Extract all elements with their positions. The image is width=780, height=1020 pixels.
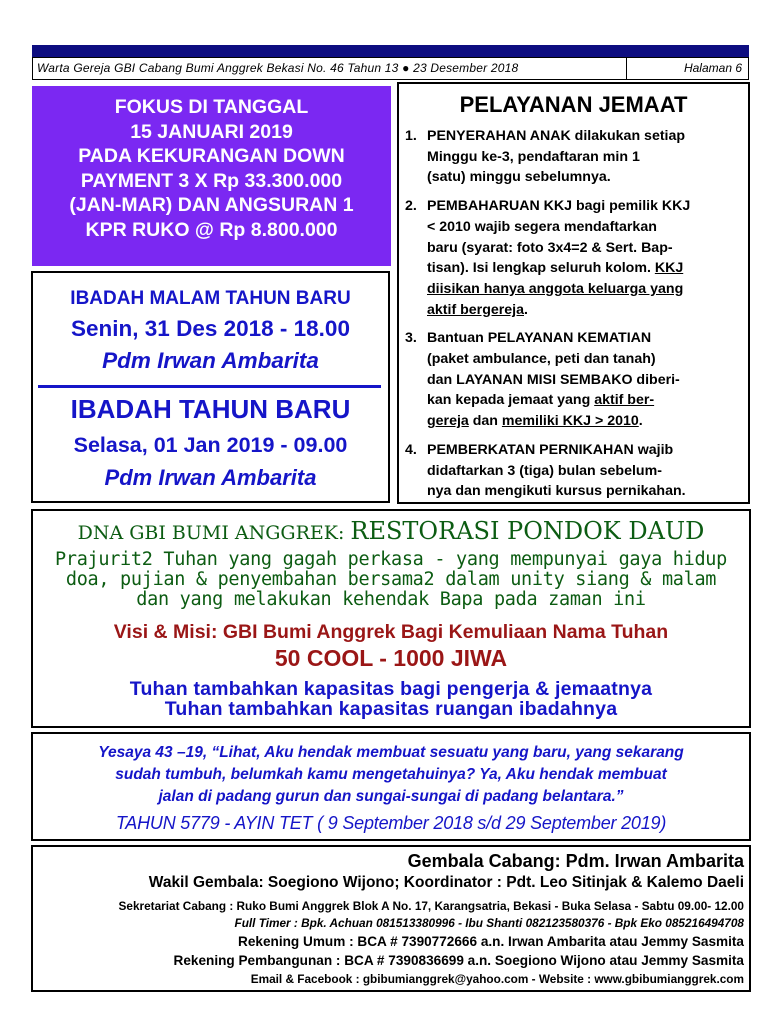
item-text: kan kepada jemaat yang [427,392,595,409]
contact-info: Email & Facebook : gbibumianggrek@yahoo.com - Website : www.gbibumianggrek.com [250,972,744,986]
prayer-line: Tuhan tambahkan kapasitas bagi pengerja & jemaatnya [129,678,653,700]
fokus-line: 15 JANUARI 2019 [130,120,293,143]
item-line: PEMBAHARUAN KKJ bagi pemilik KKJ [427,198,691,215]
ibadah-divider [38,385,381,388]
fokus-line: KPR RUKO @ Rp 8.800.000 [85,218,338,241]
item-text: dan [468,413,502,430]
page-header [32,57,749,80]
item-number: 1. [405,128,417,144]
item-line: diisikan hanya anggota keluarga yang [427,280,684,297]
list-item [405,440,745,502]
fokus-box [32,86,391,266]
prayer-line: Tuhan tambahkan kapasitas ruangan ibadahnya [164,698,618,720]
wakil-gembala: Wakil Gembala: Soegiono Wijono; Koordinator : Pdt. Leo Sitinjak & Kalemo Daeli [148,874,744,891]
verse-line: sudah tumbuh, belumkah kamu mengetahuinya? Ya, Aku hendak membuat [115,766,667,783]
item-number: 3. [405,330,417,347]
item-line: Bantuan PELAYANAN KEMATIAN [427,330,652,347]
sekretariat: Sekretariat Cabang : Ruko Bumi Anggrek Blok A No. 17, Karangsatria, Bekasi - Buka Selasa - Sabtu 09.00- 12.00 [118,899,744,913]
ibadah-malam-time: Senin, 31 Des 2018 - 18.00 [71,316,350,341]
item-text-underlined: memiliki KKJ > 2010 [501,413,639,430]
gembala-cabang: Gembala Cabang: Pdm. Irwan Ambarita [407,851,744,871]
item-line [427,258,745,279]
list-item [405,328,745,432]
list-item [405,126,745,188]
item-line: PENYERAHAN ANAK dilakukan setiap [427,128,686,144]
fokus-line: PAYMENT 3 X Rp 33.300.000 [80,169,343,192]
header-divider [626,58,627,79]
verse-box [31,732,751,841]
ibadah-malam-title: IBADAH MALAM TAHUN BARU [70,288,351,309]
item-line: Minggu ke-3, pendaftaran min 1 [427,148,640,165]
full-timer: Full Timer : Bpk. Achuan 081513380996 - Ibu Shanti 082123580376 - Bpk Eko 085216494708 [234,916,744,930]
item-text: . [638,413,643,430]
pelayanan-title: PELAYANAN JEMAAT [459,92,688,117]
pelayanan-list [405,126,745,510]
rekening-umum: Rekening Umum : BCA # 7390772666 a.n. Irwan Ambarita atau Jemmy Sasmita [238,934,744,949]
ibadah-baru-speaker: Pdm Irwan Ambarita [104,465,317,490]
item-text-underlined: aktif ber- [594,392,655,409]
item-text-underlined: gereja [427,413,469,430]
header-bar [32,45,749,57]
item-number: 4. [405,441,417,458]
year-theme: TAHUN 5779 - AYIN TET ( 9 September 2018 s/d 29 September 2019) [115,813,667,833]
dna-title-label: DNA GBI BUMI ANGGREK: [77,522,351,544]
verse-line: Yesaya 43 –19, “Lihat, Aku hendak membuat sesuatu yang baru, yang sekarang [98,744,684,761]
item-text-underlined: KKJ [654,260,684,277]
item-line: baru (syarat: foto 3x4=2 & Sert. Bap- [427,239,673,256]
footer-box [31,845,751,992]
fokus-line: FOKUS DI TANGGAL [114,96,309,118]
rekening-pembangunan: Rekening Pembangunan : BCA # 7390836699 a.n. Soegiono Wijono atau Jemmy Sasmita [173,953,744,968]
visi-misi: Visi & Misi: GBI Bumi Anggrek Bagi Kemuliaan Nama Tuhan [113,621,669,643]
dna-box [31,509,751,728]
fokus-line: PADA KEKURANGAN DOWN [78,145,345,167]
dna-text-line: doa, pujian & penyembahan bersama2 dalam unity siang & malam [65,569,717,590]
item-line: < 2010 wajib segera mendaftarkan [427,218,657,235]
item-text: . [524,301,528,318]
pelayanan-box [397,82,750,504]
dna-text-line: Prajurit2 Tuhan yang gagah perkasa - yang mempunyai gaya hidup [55,549,727,570]
item-line: PEMBERKATAN PERNIKAHAN wajib [427,441,674,458]
dna-title [33,517,749,545]
item-line: dan LAYANAN MISI SEMBAKO diberi- [427,371,680,388]
item-line [427,300,745,321]
target-cool-jiwa: 50 COOL - 1000 JIWA [274,645,508,671]
item-text-underlined: aktif bergereja [427,301,524,318]
page-number: Halaman 6 [683,61,742,75]
bulletin-info: Warta Gereja GBI Cabang Bumi Anggrek Bekasi No. 46 Tahun 13 ● 23 Desember 2018 [37,61,519,75]
item-line: (satu) minggu sebelumnya. [427,169,611,186]
item-number: 2. [405,198,417,215]
list-item [405,196,745,320]
ibadah-box [31,271,390,503]
item-line: nya dan mengikuti kursus pernikahan. [427,483,686,500]
item-text: tisan). Isi lengkap seluruh kolom. [427,260,655,277]
dna-text-line: dan yang melakukan kehendak Bapa pada zaman ini [136,589,646,610]
dna-title-main: RESTORASI PONDOK DAUD [350,517,705,545]
item-line [427,411,745,432]
ibadah-malam-speaker: Pdm Irwan Ambarita [102,348,319,373]
item-line: didaftarkan 3 (tiga) bulan sebelum- [427,462,662,479]
fokus-line: (JAN-MAR) DAN ANGSURAN 1 [69,194,354,216]
ibadah-baru-title: IBADAH TAHUN BARU [70,394,351,424]
ibadah-baru-time: Selasa, 01 Jan 2019 - 09.00 [73,433,348,457]
item-line: (paket ambulance, peti dan tanah) [427,351,656,368]
verse-line: jalan di padang gurun dan sungai-sungai di padang belantara.” [158,788,624,805]
item-line [427,390,745,411]
